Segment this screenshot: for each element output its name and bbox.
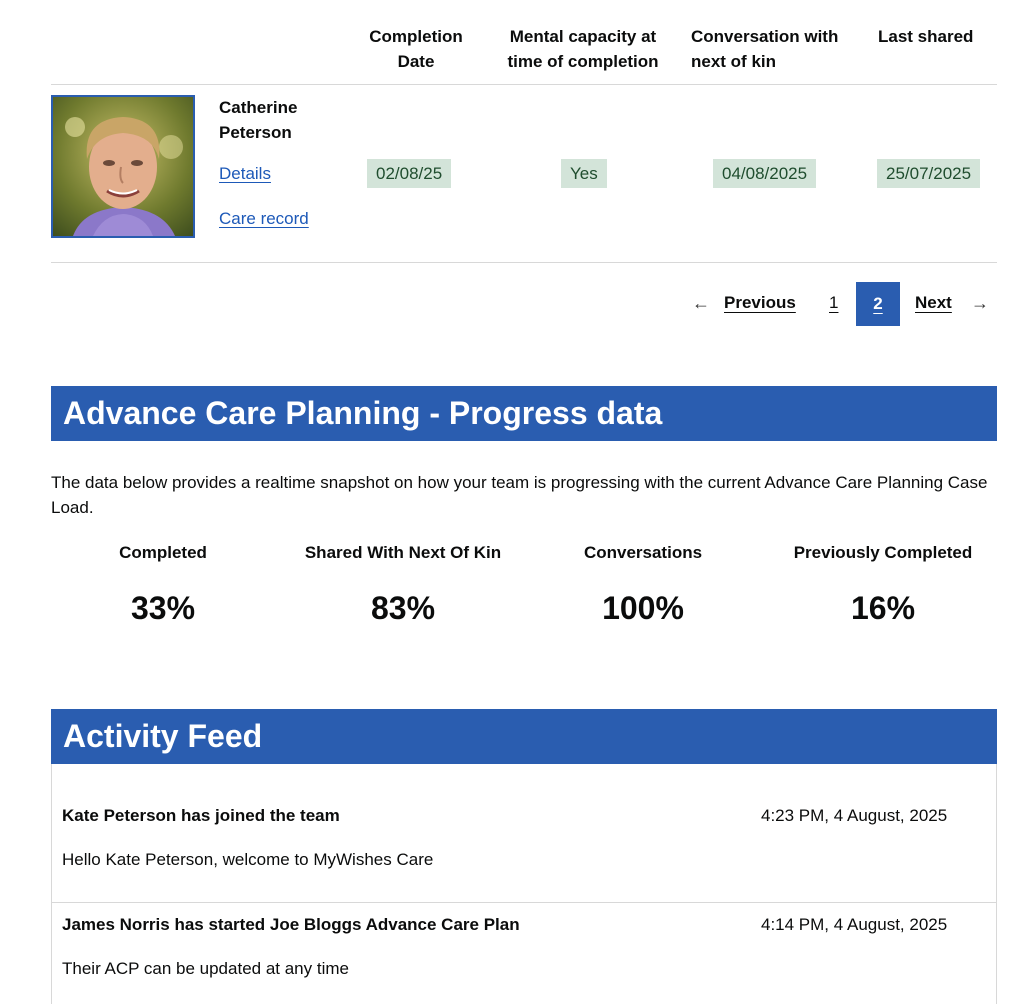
stat-value: 100% <box>602 590 684 626</box>
activity-feed-title: Activity Feed <box>51 709 997 764</box>
page-link-1[interactable]: 1 <box>829 293 839 312</box>
stat-completed <box>43 540 283 628</box>
stat-value: 33% <box>130 590 196 626</box>
stat-label: Shared With Next Of Kin <box>304 543 502 562</box>
header-conversation: Conversation with next of kin <box>691 27 839 71</box>
stat-conversations <box>523 540 763 628</box>
stat-shared-with-next-of-kin <box>283 540 523 628</box>
progress-section-title: Advance Care Planning - Progress data <box>51 386 997 441</box>
mental-capacity-tag: Yes <box>561 159 607 188</box>
stat-previously-completed <box>763 540 1003 628</box>
arrow-right-icon[interactable]: → <box>971 293 989 313</box>
last-shared-tag: 25/07/2025 <box>877 159 980 188</box>
care-record-link[interactable]: Care record <box>219 209 309 228</box>
stat-value: 16% <box>850 590 916 626</box>
patient-name: Catherine Peterson <box>219 98 298 142</box>
activity-time: 4:23 PM, 4 August, 2025 <box>761 806 948 825</box>
completion-date-tag: 02/08/25 <box>367 159 451 188</box>
header-completion-date: Completion Date <box>369 27 463 71</box>
table-row <box>51 85 997 263</box>
previous-link[interactable]: Previous <box>724 293 796 312</box>
arrow-left-icon[interactable]: ← <box>692 293 710 313</box>
progress-intro: The data below provides a realtime snapshot on how your team is progressing with the current Advance Care Planning Case Load. <box>51 473 988 517</box>
patient-photo <box>51 95 195 238</box>
stat-label: Conversations <box>583 543 703 562</box>
header-last-shared: Last shared <box>878 27 974 46</box>
pagination <box>51 281 997 327</box>
page-link-2-current[interactable] <box>856 282 900 326</box>
activity-title: James Norris has started Joe Bloggs Advance Care Plan <box>62 915 520 934</box>
stat-label: Completed <box>119 543 207 562</box>
activity-body: Their ACP can be updated at any time <box>62 959 349 978</box>
activity-time: 4:14 PM, 4 August, 2025 <box>761 915 948 934</box>
details-link[interactable]: Details <box>219 164 271 183</box>
current-page-number: 2 <box>873 294 883 313</box>
activity-item <box>52 764 996 903</box>
activity-item <box>52 903 996 1004</box>
patient-portrait-image <box>53 97 193 236</box>
activity-title: Kate Peterson has joined the team <box>62 806 340 825</box>
activity-body: Hello Kate Peterson, welcome to MyWishes Care <box>62 850 434 869</box>
stat-label: Previously Completed <box>793 543 973 562</box>
header-mental-capacity: Mental capacity at time of completion <box>507 27 659 71</box>
table-header <box>51 24 997 85</box>
conversation-tag: 04/08/2025 <box>713 159 816 188</box>
activity-feed <box>51 764 997 1004</box>
next-link[interactable]: Next <box>915 293 952 312</box>
stat-value: 83% <box>370 590 436 626</box>
